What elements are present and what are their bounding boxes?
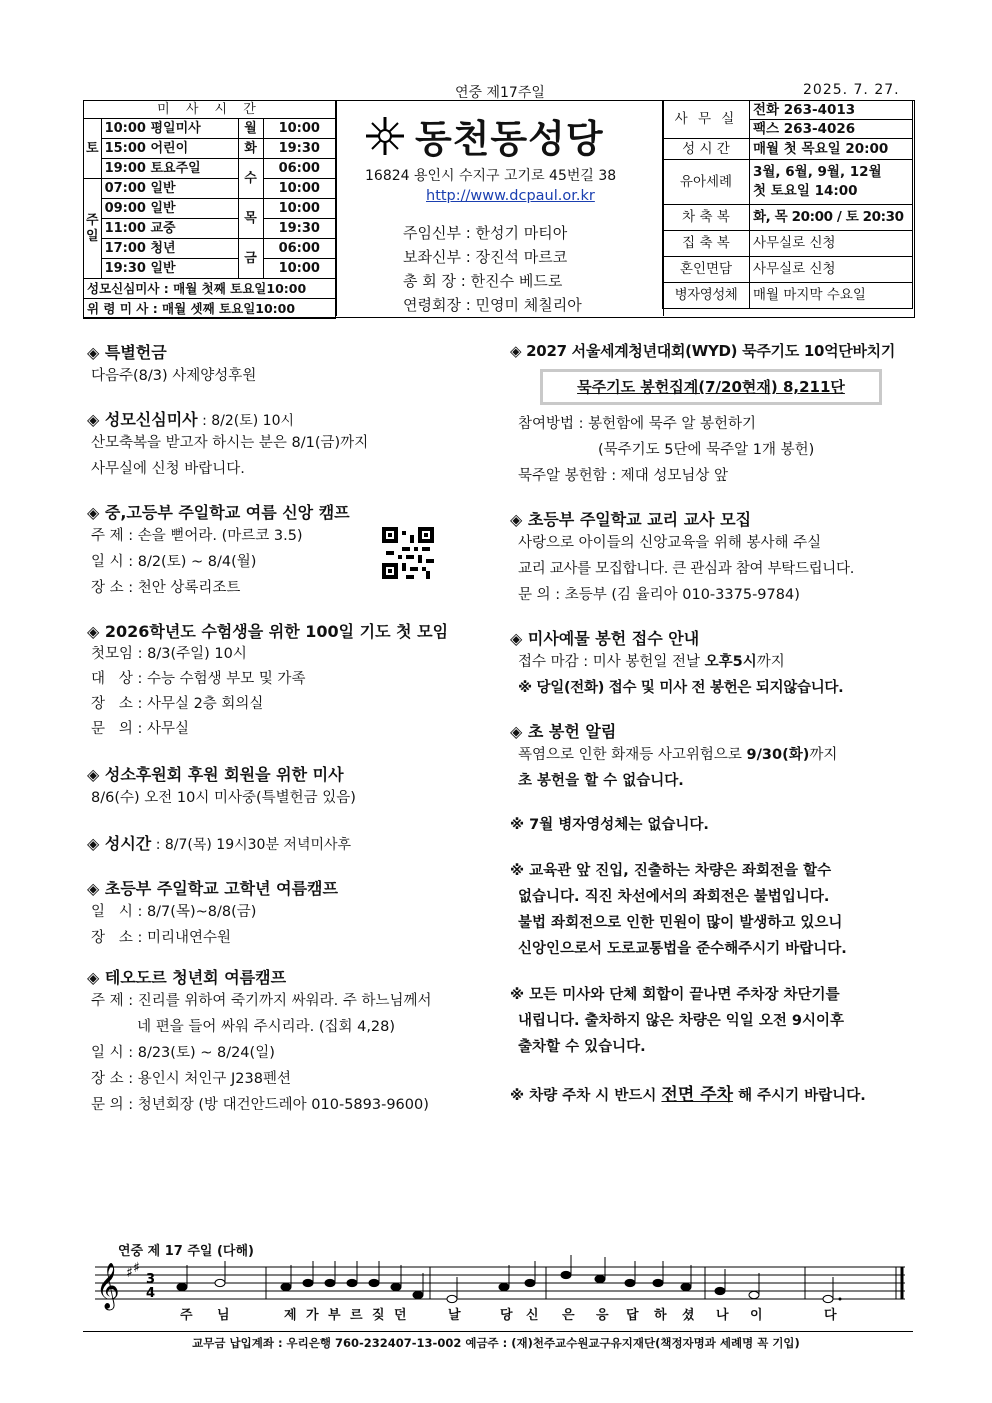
section-line: 교리 교사를 모집합니다. 큰 관심과 참여 부탁드립니다. <box>518 561 855 577</box>
section-line: 묵주알 봉헌함 : 제대 성모님상 앞 <box>518 468 729 484</box>
cross-logo-icon <box>363 114 407 158</box>
office-row-label: 유아세례 <box>663 160 750 205</box>
lyric: 제 <box>284 1308 297 1323</box>
lyric: 답 <box>626 1308 639 1323</box>
mass-time: 07:00 일반 <box>101 179 238 199</box>
section-title: 미사예물 봉헌 접수 안내 <box>527 629 700 648</box>
office-row-label: 혼인면담 <box>663 257 750 283</box>
section-line: ※ 당일(전화) 접수 및 미사 전 봉헌은 되지않습니다. <box>518 680 844 696</box>
lyric: 가 <box>306 1308 319 1323</box>
section-line: 산모축복을 받고자 하시는 분은 8/1(금)까지 <box>91 435 369 451</box>
mass-time: 11:00 교중 <box>101 219 238 239</box>
mass-time: 19:30 일반 <box>101 259 238 279</box>
office-row-value: 사무실로 신청 <box>750 257 913 283</box>
day-label: 화 <box>238 139 263 159</box>
bulletin-date: 2025. 7. 27. <box>803 82 900 98</box>
lyric: 응 <box>596 1308 609 1323</box>
text-part: 해 주시기 바랍니다. <box>733 1088 866 1104</box>
section-young-adult-camp: ◈ 테오도르 청년회 여름캠프 <box>87 968 287 987</box>
lyric: 셨 <box>682 1308 695 1323</box>
right-column <box>510 340 910 1109</box>
office-row-label: 차 축 복 <box>663 205 750 231</box>
section-line: 내립니다. 출차하지 않은 차량은 익일 오전 9시이후 <box>518 1013 845 1029</box>
section-line: 다음주(8/3) 사제양성후원 <box>91 368 257 384</box>
section-line: 불법 좌회전으로 인한 민원이 많이 발생하고 있으니 <box>518 915 843 931</box>
section-line <box>510 742 910 768</box>
notice-front-parking <box>510 1082 910 1109</box>
weekday-time: 19:30 <box>263 139 335 159</box>
lyric: 님 <box>217 1308 230 1323</box>
lyric: 부 <box>328 1308 341 1323</box>
lyric: 당 <box>500 1308 513 1323</box>
parish-info <box>336 100 664 316</box>
section-line: 일 시 : 8/2(토) ~ 8/4(월) <box>91 554 257 570</box>
section-line: 사무실에 신청 바랍니다. <box>91 461 245 477</box>
weekday-time: 19:30 <box>263 219 335 239</box>
music-title: 연중 제 17 주일 (다해) <box>118 1244 254 1259</box>
section-line: 8/6(수) 오전 10시 미사중(특별헌금 있음) <box>91 790 356 806</box>
text-part: 까지 <box>809 747 838 763</box>
section-line: 장 소 : 사무실 2층 회의실 <box>91 696 264 712</box>
section-vocation-mass: ◈ 성소후원회 후원 회원을 위한 미사 <box>87 765 344 784</box>
parish-address: 16824 용인시 수지구 고기로 45번길 38 <box>365 168 617 184</box>
section-line: 일 시 : 8/7(목)~8/8(금) <box>91 904 257 920</box>
staff-president: 총 회 장 : 한진수 베드로 <box>403 272 563 290</box>
sunday-label: 주일 <box>84 179 102 279</box>
lyric: 은 <box>562 1308 575 1323</box>
svg-text:3: 3 <box>146 1272 156 1287</box>
week-label: 연중 제17주일 <box>455 85 545 101</box>
lyric: 르 <box>350 1308 363 1323</box>
section-line: 일 시 : 8/23(토) ~ 8/24(일) <box>91 1045 275 1061</box>
saturday-label: 토 <box>84 119 102 179</box>
section-youth-camp: ◈ 중,고등부 주일학교 여름 신앙 캠프 <box>87 503 350 522</box>
parish-website-link[interactable]: http://www.dcpaul.or.kr <box>426 188 595 204</box>
text-part: 접수 마감 : 미사 봉헌일 전날 <box>518 654 705 670</box>
footer-rule <box>83 1331 913 1332</box>
section-line: 문 의 : 사무실 <box>91 721 189 737</box>
section-line: ※ 모든 미사와 단체 회합이 끝나면 주차장 차단기를 <box>510 987 840 1003</box>
section-title: 중,고등부 주일학교 여름 신앙 캠프 <box>104 503 350 522</box>
office-row-value: 매월 마지막 수요일 <box>750 283 913 309</box>
mass-times-title: 미 사 시 간 <box>84 101 336 119</box>
section-candle-notice: ◈ 초 봉헌 알림 <box>510 722 617 741</box>
section-special-offering: ◈ 특별헌금 <box>87 343 167 362</box>
footer-account-info: 교무금 납입계좌 : 우리은행 760-232407-13-002 예금주 : (재)천주교수원교구유지재단(책정자명과 세례명 꼭 기입) <box>192 1336 800 1350</box>
section-line: (묵주기도 5단에 묵주알 1개 봉헌) <box>598 442 815 458</box>
lyric: 던 <box>394 1308 407 1323</box>
section-title: 성모신심미사 <box>104 410 198 429</box>
mass-time: 09:00 일반 <box>101 199 238 219</box>
lyric: 주 <box>180 1308 193 1323</box>
lyric: 짖 <box>372 1308 385 1323</box>
lyric: 다 <box>824 1308 837 1323</box>
section-line: 네 편을 들어 싸워 주시리라. (집회 4,28) <box>91 1019 396 1035</box>
left-column <box>87 340 492 1118</box>
section-title: 2027 서울세계청년대회(WYD) 묵주기도 10억단바치기 <box>526 342 896 360</box>
section-elementary-camp: ◈ 초등부 주일학교 고학년 여름캠프 <box>87 879 338 898</box>
office-row-label: 성 시 간 <box>663 139 750 160</box>
section-wyd: ◈ 2027 서울세계청년대회(WYD) 묵주기도 10억단바치기 <box>510 342 896 360</box>
weekday-time: 10:00 <box>263 119 335 139</box>
section-title: 초등부 주일학교 고학년 여름캠프 <box>104 879 338 898</box>
section-holy-hour: ◈ 성시간 : 8/7(목) 19시30분 저녁미사후 <box>87 834 352 853</box>
section-line: 주 제 : 진리를 위하여 죽기까지 싸워라. 주 하느님께서 <box>91 993 432 1009</box>
office-row-value: 매월 첫 목요일 20:00 <box>750 139 913 160</box>
section-line: 출차할 수 있습니다. <box>518 1039 646 1055</box>
rosary-tally-box: 묵주기도 봉헌집계(7/20현재) 8,211단 <box>540 369 882 405</box>
section-line: 참여방법 : 봉헌함에 묵주 알 봉헌하기 <box>518 416 757 432</box>
section-line: 주 제 : 손을 뻗어라. (마르코 3.5) <box>91 528 303 544</box>
section-line: 장 소 : 천안 상록리조트 <box>91 580 241 596</box>
lyric: 하 <box>654 1308 667 1323</box>
svg-text:𝄞: 𝄞 <box>96 1263 120 1309</box>
section-inline: : 8/7(목) 19시30분 저녁미사후 <box>151 837 352 853</box>
weekday-time: 06:00 <box>263 239 335 259</box>
section-line: 문 의 : 초등부 (김 율리아 010-3375-9784) <box>518 587 800 603</box>
section-line: 초 봉헌을 할 수 없습니다. <box>518 773 684 789</box>
svg-text:♯: ♯ <box>126 1265 133 1281</box>
svg-text:♯: ♯ <box>133 1260 140 1276</box>
section-line: 대 상 : 수능 수험생 부모 및 가족 <box>91 671 306 687</box>
mass-times-table <box>83 100 336 319</box>
lyric: 날 <box>448 1308 461 1323</box>
section-line: ※ 교육관 앞 진입, 진출하는 차량은 좌회전을 할수 <box>510 863 832 879</box>
office-fax: 팩스 263-4026 <box>750 120 913 139</box>
section-mass-offering: ◈ 미사예물 봉헌 접수 안내 <box>510 629 700 648</box>
office-row-value: 3월, 6월, 9월, 12월 첫 토요일 14:00 <box>750 160 913 205</box>
office-row-label: 병자영성체 <box>663 283 750 309</box>
weekday-time: 10:00 <box>263 259 335 279</box>
notice-parking-gate <box>510 982 910 1060</box>
section-inline: : 8/2(토) 10시 <box>197 413 295 429</box>
mass-time: 19:00 토요주일 <box>101 159 238 179</box>
section-line <box>510 649 910 675</box>
lyric: 이 <box>750 1308 763 1323</box>
office-row-value: 사무실로 신청 <box>750 231 913 257</box>
section-title: 성소후원회 후원 회원을 위한 미사 <box>104 765 344 784</box>
weekday-time: 06:00 <box>263 159 335 179</box>
section-title: 초 봉헌 알림 <box>527 722 617 741</box>
text-part: 폭염으로 인한 화재등 사고위험으로 <box>518 747 747 763</box>
office-row-label: 집 축 복 <box>663 231 750 257</box>
section-line: 장 소 : 용인시 처인구 J238펜션 <box>91 1071 291 1087</box>
notice-sick-communion: ※ 7월 병자영성체는 없습니다. <box>510 817 709 833</box>
lyric: 나 <box>716 1308 729 1323</box>
staff-funeral-head: 연령회장 : 민영미 체칠리아 <box>403 296 582 314</box>
marian-mass-note: 성모신심미사 : 매월 첫째 토요일10:00 <box>84 279 336 299</box>
section-line: 문 의 : 청년회장 (방 대건안드레아 010-5893-9600) <box>91 1097 429 1113</box>
staff-assistant: 보좌신부 : 장진석 마르코 <box>403 248 568 266</box>
section-line: 장 소 : 미리내연수원 <box>91 930 231 946</box>
office-row-value: 화, 목 20:00 / 토 20:30 <box>750 205 913 231</box>
qr-code-icon <box>382 527 434 579</box>
text-part: ※ 차량 주차 시 반드시 <box>510 1088 662 1104</box>
lyrics-row <box>90 1304 910 1324</box>
section-teacher-recruit: ◈ 초등부 주일학교 교리 교사 모집 <box>510 510 752 529</box>
section-line: 없습니다. 직진 차선에서의 좌회전은 불법입니다. <box>518 889 830 905</box>
text-emphasis: 전면 주차 <box>661 1085 734 1105</box>
weekday-time: 10:00 <box>263 179 335 199</box>
section-marian-mass: ◈ 성모신심미사 : 8/2(토) 10시 <box>87 410 295 429</box>
day-label: 월 <box>238 119 263 139</box>
office-phone: 전화 263-4013 <box>750 101 913 120</box>
section-title: 성시간 <box>104 834 152 853</box>
day-label: 금 <box>238 239 263 279</box>
mass-time: 15:00 어린이 <box>101 139 238 159</box>
office-label: 사 무 실 <box>663 101 750 139</box>
section-title: 특별헌금 <box>104 343 167 362</box>
text-emphasis: 오후5시 <box>704 654 757 670</box>
section-title: 테오도르 청년회 여름캠프 <box>104 968 287 987</box>
mass-time: 17:00 청년 <box>101 239 238 259</box>
section-line: 첫모임 : 8/3(주일) 10시 <box>91 646 247 662</box>
staff-list <box>403 221 582 317</box>
lyric: 신 <box>526 1308 539 1323</box>
notice-traffic <box>510 858 910 962</box>
office-info-table <box>662 100 913 309</box>
section-line: 신앙인으로서 도로교통법을 준수해주시기 바랍니다. <box>518 941 847 957</box>
requiem-mass-note: 위 령 미 사 : 매월 셋째 토요일10:00 <box>84 299 336 319</box>
day-label: 목 <box>238 199 263 239</box>
weekday-time: 10:00 <box>263 199 335 219</box>
staff-pastor: 주임신부 : 한성기 마티아 <box>403 224 568 242</box>
section-title: 초등부 주일학교 교리 교사 모집 <box>527 510 752 529</box>
mass-time: 10:00 평일미사 <box>101 119 238 139</box>
section-exam-prayer: ◈ 2026학년도 수험생을 위한 100일 기도 첫 모임 <box>87 622 449 641</box>
section-line: 사랑으로 아이들의 신앙교육을 위해 봉사해 주실 <box>518 535 822 551</box>
text-part: 까지 <box>756 654 785 670</box>
text-emphasis: 9/30(화) <box>746 747 810 763</box>
svg-text:4: 4 <box>146 1286 156 1301</box>
parish-name: 동천동성당 <box>415 117 604 161</box>
day-label: 수 <box>238 159 263 199</box>
section-title: 2026학년도 수험생을 위한 100일 기도 첫 모임 <box>104 622 449 641</box>
